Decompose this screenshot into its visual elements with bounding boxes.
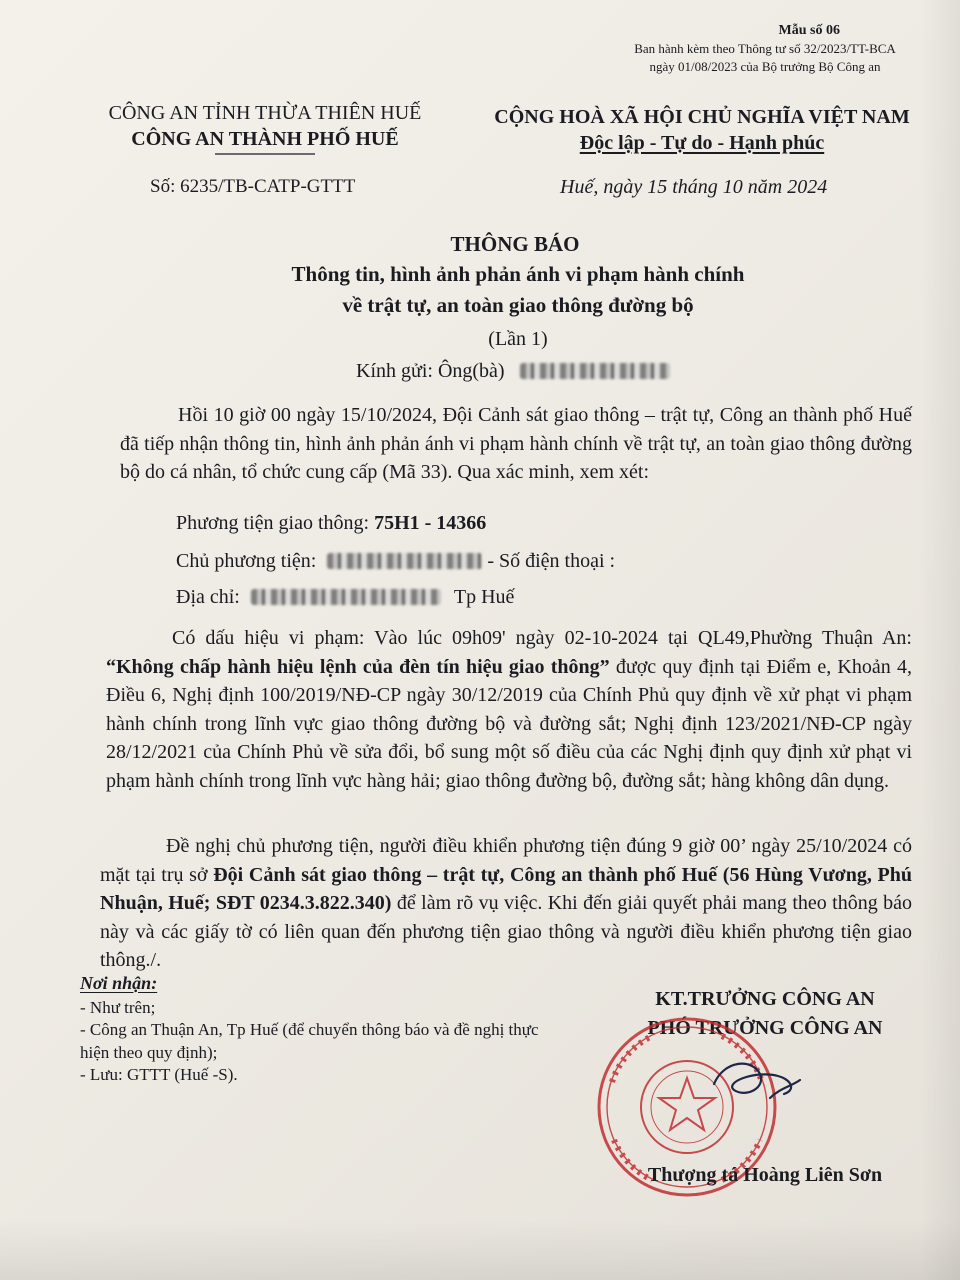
signer-name: Thượng tá Hoàng Liên Sơn — [647, 1164, 883, 1186]
owner-name-redacted — [327, 553, 482, 569]
notice-subtitle-1: Thông tin, hình ảnh phản ánh vi phạm hành chính — [291, 262, 745, 286]
violation-prefix: Có dấu hiệu vi phạm: Vào lúc 09h09' ngày 02-10-2024 tại QL49,Phường Thuận An: — [172, 627, 912, 649]
request-prefix: Đề nghị chủ phương tiện, người điều khiển phương tiện đúng 9 giờ 00’ ngày 25/10/2024 có mặt tại trụ sở — [100, 835, 912, 886]
address-line — [176, 586, 514, 609]
agency-parent: CÔNG AN TỈNH THỪA THIÊN HUẾ — [108, 102, 422, 124]
addressee-name-redacted — [520, 363, 670, 379]
violation-legal-basis: được quy định tại Điểm e, Khoản 4, Điều 6, Nghị định 100/2019/NĐ-CP ngày 30/12/2019 của Chính Phủ quy định về xử phạt vi phạm hành chính trong lĩnh vực giao thông đường bộ và đường sắt; Nghị định 123/2021/NĐ-CP ngày 28/12/2021 của Chính Phủ về sửa đổi, bổ sung một số điều của các Nghị định quy định xử phạt vi phạm hành chính trong lĩnh vực hàng hải; giao thông đường bộ, đường sắt; hàng không dân dụng. — [106, 655, 912, 792]
intro-paragraph: Hồi 10 giờ 00 ngày 15/10/2024, Đội Cảnh sát giao thông – trật tự, Công an thành phố Huế đã tiếp nhận thông tin, hình ảnh phản ánh vi phạm hành chính về trật tự, an toàn giao thông đường bộ do cá nhân, tổ chức cung cấp (Mã 33). Qua xác minh, xem xét: — [120, 404, 912, 483]
notice-subtitle-2: về trật tự, an toàn giao thông đường bộ — [342, 293, 694, 317]
notice-title: THÔNG BÁO — [450, 232, 580, 256]
recipient-item: - Lưu: GTTT (Huế -S). — [80, 1065, 238, 1084]
phone-label: - Số điện thoại : — [487, 550, 616, 572]
national-motto: Độc lập - Tự do - Hạnh phúc — [579, 132, 825, 154]
place-date: Huế, ngày 15 tháng 10 năm 2024 — [560, 176, 828, 198]
violation-paragraph — [106, 624, 912, 795]
address-city: Tp Huế — [453, 586, 515, 608]
address-redacted — [251, 589, 441, 605]
violation-description: “Không chấp hành hiệu lệnh của đèn tín hiệu giao thông” — [106, 655, 610, 678]
notice-times: (Lần 1) — [488, 328, 548, 350]
signature-title-1: KT.TRƯỞNG CÔNG AN — [655, 988, 875, 1010]
agency-underline — [215, 152, 315, 156]
owner-label: Chủ phương tiện: — [176, 550, 317, 572]
page-shadow-right — [920, 0, 960, 1280]
vehicle-label: Phương tiện giao thông: — [176, 512, 375, 534]
form-code-block — [600, 22, 930, 76]
page-shadow-bottom — [0, 1220, 960, 1280]
addressee-line — [356, 360, 670, 383]
form-number: Mẫu số 06 — [778, 23, 840, 38]
recipients-heading: Nơi nhận: — [80, 973, 158, 993]
issuing-agency-header — [80, 100, 450, 156]
document-number: Số: 6235/TB-CATP-GTTT — [150, 176, 356, 197]
national-header — [462, 104, 942, 156]
police-office-address: Đội Cảnh sát giao thông – trật tự, Công an thành phố Huế (56 Hùng Vương, Phú Nhuận, Huế; SĐT 0234.3.822.340) — [100, 863, 913, 914]
recipient-item: - Công an Thuận An, Tp Huế (để chuyển thông báo và đề nghị thực hiện theo quy định); — [80, 1020, 539, 1062]
request-suffix: để làm rõ vụ việc. Khi đến giải quyết phải mang theo thông báo này và các giấy tờ có liên quan đến phương tiện giao thông và người điều khiển phương tiện giao thông./. — [100, 892, 913, 971]
address-label: Địa chỉ: — [176, 586, 240, 608]
handwritten-signature — [700, 1040, 810, 1110]
license-plate: 75H1 - 14366 — [374, 512, 487, 534]
signature-title-2: PHÓ TRƯỞNG CÔNG AN — [647, 1017, 883, 1039]
request-paragraph — [100, 832, 912, 975]
form-issuance-line2: ngày 01/08/2023 của Bộ trưởng Bộ Công an — [649, 59, 881, 74]
recipient-item: - Như trên; — [80, 997, 156, 1017]
form-issuance-line1: Ban hành kèm theo Thông tư số 32/2023/TT-BCA — [634, 41, 896, 56]
recipients-block — [80, 972, 540, 1087]
owner-line — [176, 550, 615, 573]
addressee-label: Kính gửi: Ông(bà) — [356, 360, 505, 382]
nation-name: CỘNG HOÀ XÃ HỘI CHỦ NGHĨA VIỆT NAM — [494, 106, 910, 128]
agency-name: CÔNG AN THÀNH PHỐ HUẾ — [131, 128, 399, 150]
vehicle-line — [176, 512, 486, 535]
